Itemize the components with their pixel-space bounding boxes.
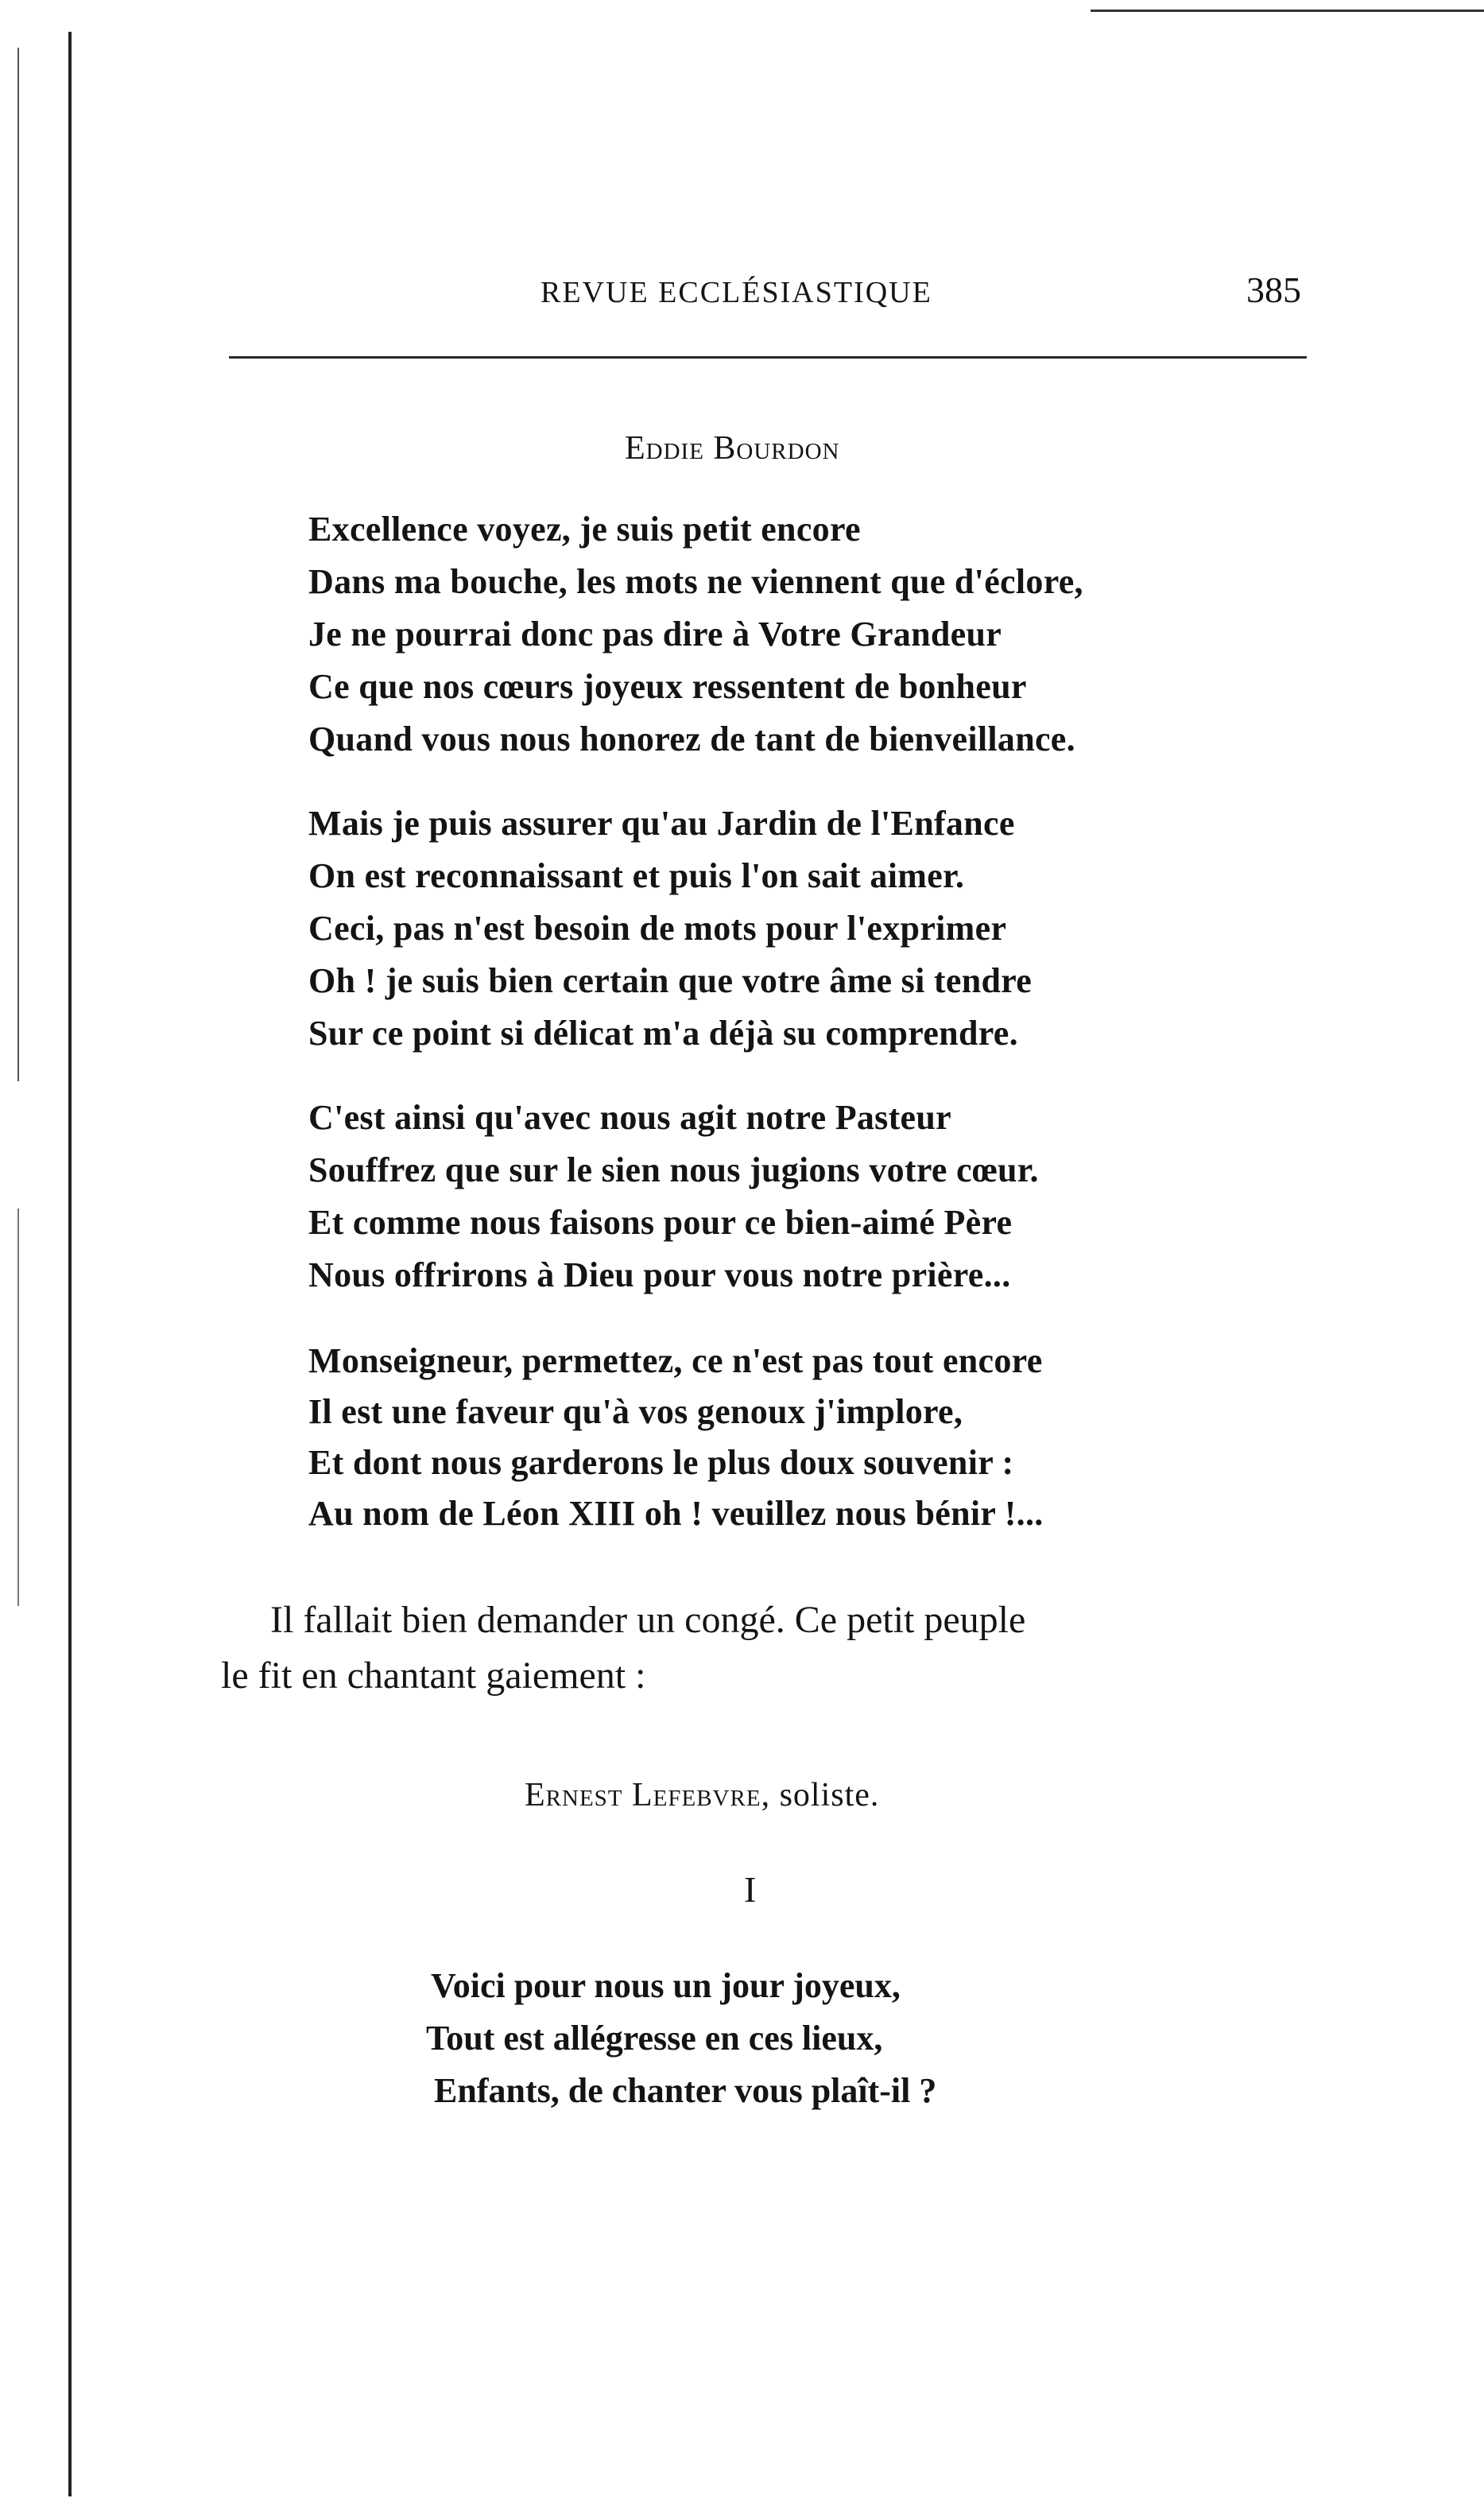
poem-line: C'est ainsi qu'avec nous agit notre Pasteur — [308, 1098, 951, 1137]
poem-line: Souffrez que sur le sien nous jugions votre cœur. — [308, 1150, 1039, 1189]
poem-line: Dans ma bouche, les mots ne viennent que d'éclore, — [308, 562, 1083, 601]
binding-edge-line-outer — [17, 48, 19, 1081]
poem-line: On est reconnaissant et puis l'on sait aimer. — [308, 856, 965, 895]
poem-line: Au nom de Léon XIII oh ! veuillez nous bénir !... — [308, 1494, 1044, 1533]
song-line: Enfants, de chanter vous plaît-il ? — [434, 2071, 937, 2110]
poem-line: Quand vous nous honorez de tant de bienveillance. — [308, 720, 1075, 758]
binding-edge-line-outer-lower — [17, 1208, 19, 1606]
poem-line: Ce que nos cœurs joyeux ressentent de bonheur — [308, 667, 1027, 706]
top-edge-rule — [1091, 10, 1484, 12]
prose-line: Il fallait bien demander un congé. Ce petit peuple — [270, 1599, 1026, 1641]
speaker-name: Eddie Bourdon — [625, 430, 840, 467]
header-rule — [229, 356, 1307, 359]
page-number: 385 — [1246, 270, 1301, 310]
poem-line: Et dont nous garderons le plus doux souvenir : — [308, 1443, 1014, 1482]
song-line: Tout est allégresse en ces lieux, — [426, 2019, 883, 2058]
poem-line: Ceci, pas n'est besoin de mots pour l'exprimer — [308, 909, 1007, 948]
poem-line: Nous offrirons à Dieu pour vous notre prière... — [308, 1255, 1011, 1294]
poem-line: Je ne pourrai donc pas dire à Votre Grandeur — [308, 615, 1002, 654]
binding-edge-line — [68, 32, 72, 2496]
stanza-numeral: I — [744, 1869, 757, 1910]
poem-line: Excellence voyez, je suis petit encore — [308, 510, 861, 549]
poem-line: Sur ce point si délicat m'a déjà su comprendre. — [308, 1014, 1018, 1053]
poem-line: Monseigneur, permettez, ce n'est pas tout encore — [308, 1341, 1043, 1380]
poem-line: Il est une faveur qu'à vos genoux j'implore, — [308, 1392, 963, 1431]
speaker-role: , soliste. — [761, 1777, 880, 1813]
speaker-credit — [525, 1776, 879, 1814]
poem-line: Mais je puis assurer qu'au Jardin de l'Enfance — [308, 804, 1015, 843]
speaker-name: Ernest Lefebvre — [525, 1777, 761, 1813]
prose-line: le fit en chantant gaiement : — [221, 1654, 646, 1697]
running-head: REVUE ECCLÉSIASTIQUE — [541, 276, 932, 309]
poem-line: Et comme nous faisons pour ce bien-aimé Père — [308, 1203, 1013, 1242]
song-line: Voici pour nous un jour joyeux, — [431, 1966, 901, 2005]
poem-line: Oh ! je suis bien certain que votre âme si tendre — [308, 961, 1033, 1000]
